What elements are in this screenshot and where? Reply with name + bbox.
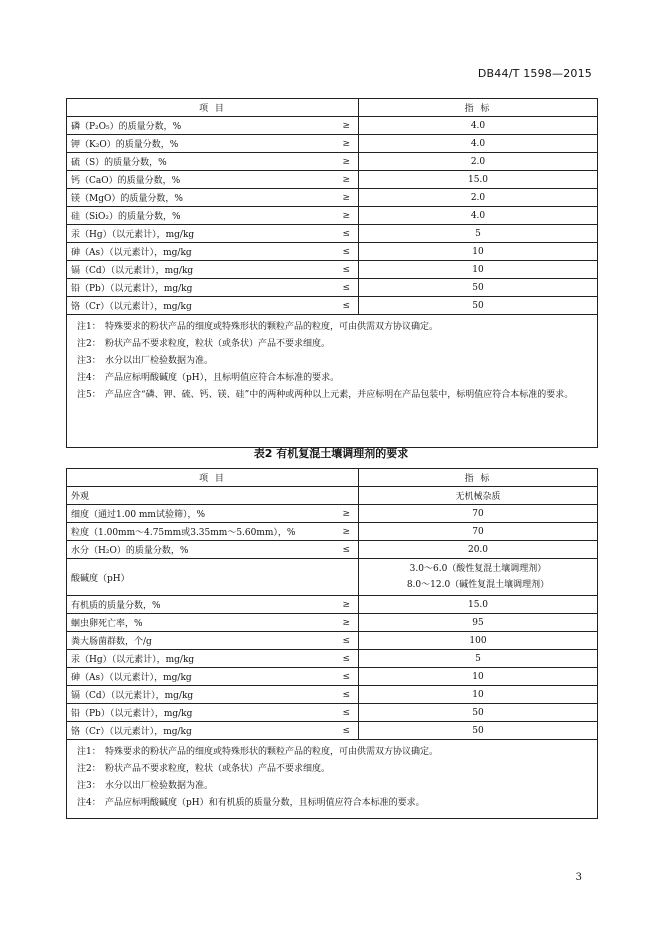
row-item: 有机质的质量分数，% xyxy=(67,596,335,614)
row-item: 钙（CaO）的质量分数，% xyxy=(67,171,335,189)
row-value: 70 xyxy=(359,505,598,523)
row-operator: ≥ xyxy=(335,117,359,135)
row-item: 铅（Pb）（以元素计），mg/kg xyxy=(67,279,335,297)
page-number: 3 xyxy=(575,872,582,883)
row-item: 砷（As）（以元素计），mg/kg xyxy=(67,243,335,261)
row-item: 粪大肠菌群数，个/g xyxy=(67,632,335,650)
table-row xyxy=(67,297,598,315)
standard-code: DB44/T 1598—2015 xyxy=(477,67,592,80)
row-operator: ≥ xyxy=(335,505,359,523)
row-value: 100 xyxy=(359,632,598,650)
header-value: 指 标 xyxy=(359,469,598,487)
row-operator: ≥ xyxy=(335,153,359,171)
row-value: 15.0 xyxy=(359,596,598,614)
note-label: 注1： xyxy=(77,322,101,332)
note-item xyxy=(77,744,589,761)
row-value: 无机械杂质 xyxy=(359,487,598,505)
row-value: 10 xyxy=(359,686,598,704)
notes-list xyxy=(77,319,589,404)
row-value: 20.0 xyxy=(359,541,598,559)
row-item: 硫（S）的质量分数，% xyxy=(67,153,335,171)
ph-alkaline-range: 8.0～12.0（碱性复混土壤调理剂） xyxy=(406,580,550,590)
row-value: 4.0 xyxy=(359,117,598,135)
row-value: 70 xyxy=(359,523,598,541)
row-item: 汞（Hg）（以元素计），mg/kg xyxy=(67,225,335,243)
note-item xyxy=(77,353,589,370)
table-row xyxy=(67,243,598,261)
note-label: 注4： xyxy=(77,373,101,383)
table-row xyxy=(67,686,598,704)
table-row xyxy=(67,596,598,614)
row-item: 镁（MgO）的质量分数，% xyxy=(67,189,335,207)
note-text: 产品应标明酸碱度（pH），且标明值应符合本标准的要求。 xyxy=(105,373,340,383)
row-value: 10 xyxy=(359,668,598,686)
row-value: 5 xyxy=(359,225,598,243)
note-label: 注1： xyxy=(77,747,101,757)
note-text: 产品应标明酸碱度（pH）和有机质的质量分数，且标明值应符合本标准的要求。 xyxy=(105,798,425,808)
row-operator: ≥ xyxy=(335,135,359,153)
notes-row xyxy=(67,740,598,819)
row-item: 粒度（1.00mm～4.75mm或3.35mm～5.60mm），% xyxy=(67,523,335,541)
note-label: 注3： xyxy=(77,781,101,791)
notes-list xyxy=(77,744,589,812)
note-item xyxy=(77,370,589,387)
row-item: 铬（Cr）（以元素计），mg/kg xyxy=(67,722,335,740)
row-item: 蛔虫卵死亡率，% xyxy=(67,614,335,632)
table-header-row xyxy=(67,469,598,487)
row-value: 2.0 xyxy=(359,153,598,171)
row-item: 钾（K₂O）的质量分数，% xyxy=(67,135,335,153)
table-row xyxy=(67,171,598,189)
row-item: 外观 xyxy=(67,487,335,505)
row-item: 汞（Hg）（以元素计），mg/kg xyxy=(67,650,335,668)
row-operator: ≤ xyxy=(335,632,359,650)
row-operator: ≤ xyxy=(335,704,359,722)
row-value: 4.0 xyxy=(359,207,598,225)
row-operator: ≤ xyxy=(335,668,359,686)
table2-body-bottom xyxy=(67,596,598,740)
table-row xyxy=(67,523,598,541)
table-row xyxy=(67,279,598,297)
note-item xyxy=(77,319,589,336)
table-row xyxy=(67,704,598,722)
row-item: 砷（As）（以元素计），mg/kg xyxy=(67,668,335,686)
row-value: 95 xyxy=(359,614,598,632)
row-value: 10 xyxy=(359,261,598,279)
row-value: 10 xyxy=(359,243,598,261)
ph-value xyxy=(359,559,598,596)
table-row xyxy=(67,505,598,523)
row-value: 15.0 xyxy=(359,171,598,189)
row-item: 铬（Cr）（以元素计），mg/kg xyxy=(67,297,335,315)
note-label: 注2： xyxy=(77,764,101,774)
header-value: 指 标 xyxy=(359,99,598,117)
note-text: 粉状产品不要求粒度，粒状（或条状）产品不要求细度。 xyxy=(105,764,331,774)
table2-caption: 表2 有机复混土壤调理剂的要求 xyxy=(253,447,409,460)
table-row xyxy=(67,135,598,153)
row-operator: ≥ xyxy=(335,523,359,541)
row-operator: ≥ xyxy=(335,614,359,632)
row-operator: ≤ xyxy=(335,225,359,243)
row-value: 50 xyxy=(359,297,598,315)
row-value: 50 xyxy=(359,279,598,297)
row-operator xyxy=(335,487,359,505)
row-item: 镉（Cd）（以元素计），mg/kg xyxy=(67,686,335,704)
ph-item: 酸碱度（pH） xyxy=(67,559,335,596)
row-item: 镉（Cd）（以元素计），mg/kg xyxy=(67,261,335,279)
note-label: 注2： xyxy=(77,339,101,349)
header-item: 项 目 xyxy=(67,469,359,487)
table-row xyxy=(67,207,598,225)
row-operator: ≤ xyxy=(335,297,359,315)
note-item xyxy=(77,795,589,812)
table-row xyxy=(67,487,598,505)
row-operator: ≥ xyxy=(335,207,359,225)
note-label: 注5： xyxy=(77,390,101,400)
row-item: 磷（P₂O₅）的质量分数，% xyxy=(67,117,335,135)
ph-op xyxy=(335,559,359,596)
notes-row xyxy=(67,315,598,448)
note-item xyxy=(77,387,589,404)
header-item: 项 目 xyxy=(67,99,359,117)
table-row xyxy=(67,650,598,668)
notes-cell xyxy=(67,315,598,448)
row-operator: ≤ xyxy=(335,261,359,279)
row-value: 50 xyxy=(359,722,598,740)
row-operator: ≤ xyxy=(335,243,359,261)
table-row xyxy=(67,668,598,686)
table-row xyxy=(67,117,598,135)
table-row xyxy=(67,153,598,171)
row-value: 4.0 xyxy=(359,135,598,153)
note-text: 产品应含“磷、钾、硫、钙、镁、硅”中的两种或两种以上元素，并应标明在产品包装中，标明值应符合本标准的要求。 xyxy=(105,390,574,400)
row-operator: ≤ xyxy=(335,686,359,704)
table-header-row xyxy=(67,99,598,117)
row-item: 铅（Pb）（以元素计），mg/kg xyxy=(67,704,335,722)
requirements-table-2 xyxy=(66,468,598,819)
table-row xyxy=(67,632,598,650)
row-operator: ≤ xyxy=(335,722,359,740)
table-row xyxy=(67,261,598,279)
table-row xyxy=(67,722,598,740)
row-value: 5 xyxy=(359,650,598,668)
table-row-ph xyxy=(67,559,598,596)
row-item: 细度（通过1.00 mm试验筛），% xyxy=(67,505,335,523)
note-text: 特殊要求的粉状产品的细度或特殊形状的颗粒产品的粒度，可由供需双方协议确定。 xyxy=(105,322,439,332)
ph-acid-range: 3.0～6.0（酸性复混土壤调理剂） xyxy=(409,564,547,574)
note-text: 粉状产品不要求粒度，粒状（或条状）产品不要求细度。 xyxy=(105,339,331,349)
note-label: 注3： xyxy=(77,356,101,366)
row-item: 硅（SiO₂）的质量分数，% xyxy=(67,207,335,225)
table-row xyxy=(67,225,598,243)
table-row xyxy=(67,541,598,559)
row-operator: ≥ xyxy=(335,189,359,207)
row-operator: ≤ xyxy=(335,279,359,297)
table1-body xyxy=(67,117,598,315)
note-item xyxy=(77,778,589,795)
table-row xyxy=(67,614,598,632)
note-item xyxy=(77,336,589,353)
note-item xyxy=(77,761,589,778)
row-value: 50 xyxy=(359,704,598,722)
row-item: 水分（H₂O）的质量分数，% xyxy=(67,541,335,559)
row-operator: ≥ xyxy=(335,171,359,189)
table-row xyxy=(67,189,598,207)
row-operator: ≥ xyxy=(335,596,359,614)
note-text: 特殊要求的粉状产品的细度或特殊形状的颗粒产品的粒度，可由供需双方协议确定。 xyxy=(105,747,439,757)
requirements-table-1 xyxy=(66,98,598,448)
table2-body-top xyxy=(67,487,598,559)
row-operator: ≤ xyxy=(335,541,359,559)
note-text: 水分以出厂检验数据为准。 xyxy=(105,781,214,791)
notes-cell xyxy=(67,740,598,819)
row-value: 2.0 xyxy=(359,189,598,207)
row-operator: ≤ xyxy=(335,650,359,668)
note-text: 水分以出厂检验数据为准。 xyxy=(105,356,214,366)
note-label: 注4： xyxy=(77,798,101,808)
